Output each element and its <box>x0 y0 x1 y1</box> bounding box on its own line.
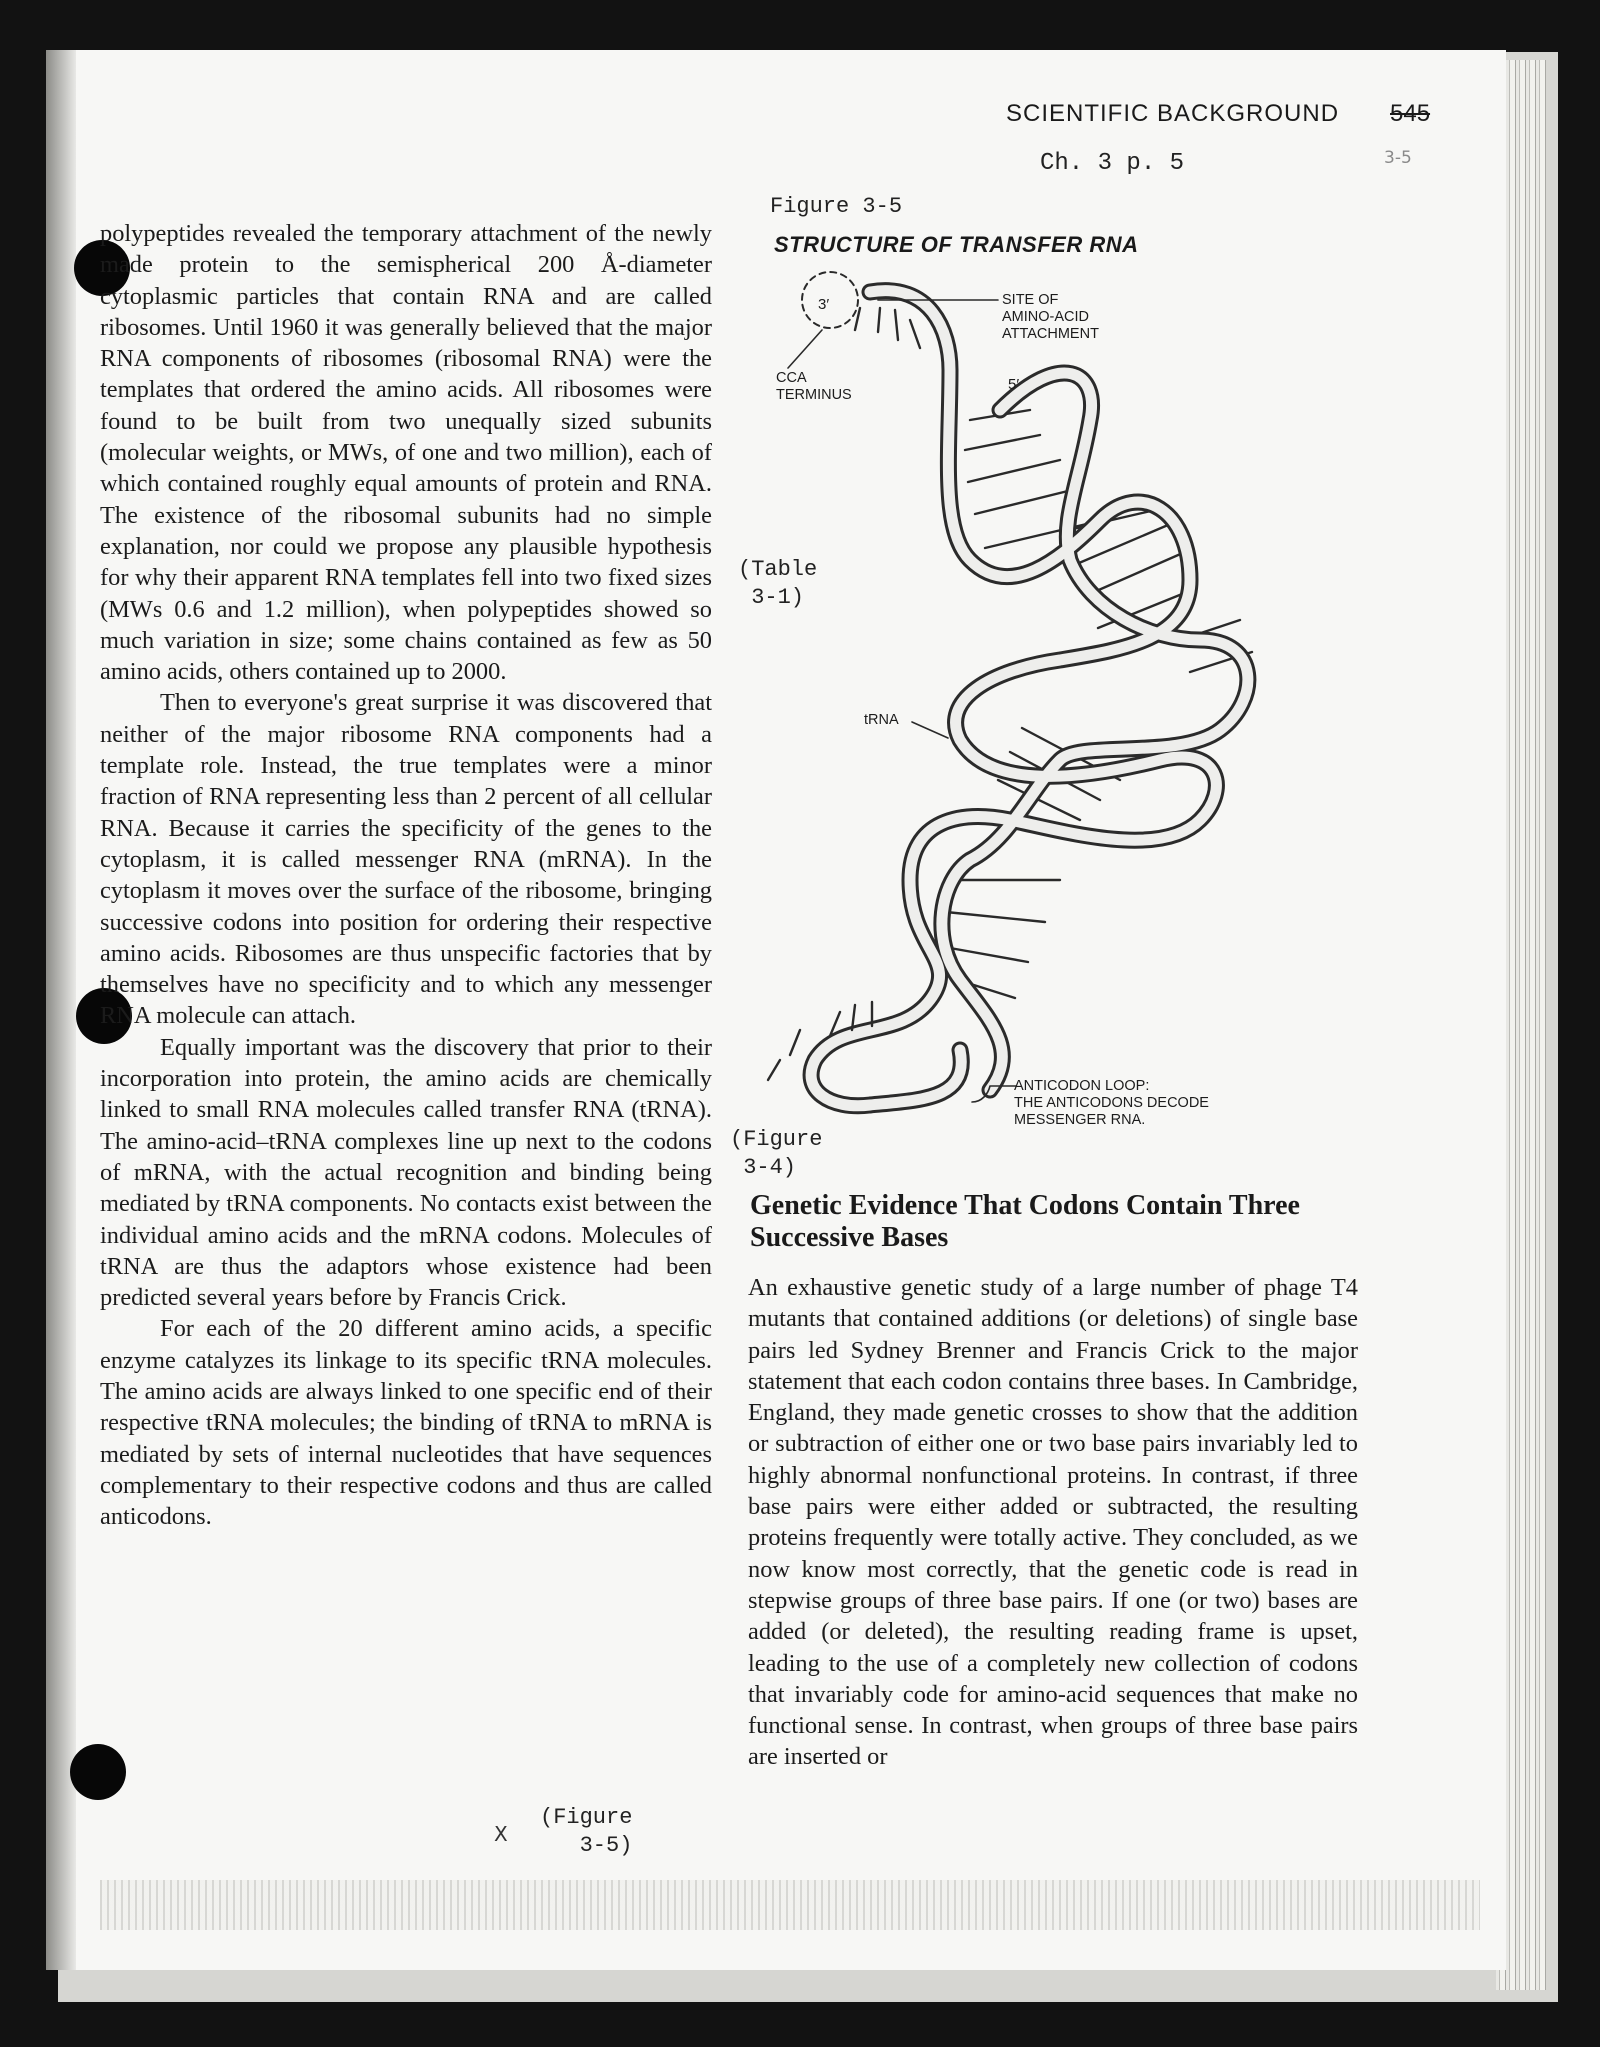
right-text-column <box>748 1272 1358 1773</box>
cca-leader-line <box>788 330 822 368</box>
trna-leader-line <box>912 722 948 738</box>
label-three-prime: 3′ <box>818 296 830 313</box>
margin-note-figure-3-4: (Figure 3-4) <box>730 1127 823 1180</box>
margin-note-table: (Table 3-1) <box>738 557 818 610</box>
cca-terminus-circle <box>802 272 858 328</box>
chapter-reference: Ch. 3 p. 5 <box>1040 150 1185 177</box>
pencil-page-note: 3-5 <box>1384 148 1412 168</box>
page-edge-shadow <box>46 50 76 1970</box>
left-text-column <box>100 218 712 1532</box>
section-heading: Genetic Evidence That Codons Contain Three Successive Bases <box>750 1190 1300 1253</box>
paragraph-messenger-rna: Then to everyone's great surprise it was discovered that neither of the major ribosome RNA components had a template role. Instead, the true templates were a minor fraction of RNA representing less than 2 percent of all cellular RNA. Because it carries the specificity of the genes to the cytoplasm, it is called messenger RNA (mRNA). In the cytoplasm it moves over the surface of the ribosome, bringing successive codons into position for ordering their respective amino acids. Ribosomes are thus unspecific factories that by themselves have no specificity and to which any messenger RNA molecule can attach. <box>100 689 712 1030</box>
backbone-outline <box>811 291 1248 1106</box>
label-trna: tRNA <box>864 712 899 728</box>
page-bottom-edge <box>100 1880 1480 1930</box>
handwritten-x-mark: X <box>494 1822 508 1846</box>
base-pair-rungs <box>946 410 1252 998</box>
running-head: SCIENTIFIC BACKGROUND <box>1006 100 1340 127</box>
figure-label: Figure 3-5 <box>770 194 903 219</box>
base-stubs <box>768 308 920 1080</box>
paragraph-genetic-evidence: An exhaustive genetic study of a large number of phage T4 mutants that contained additions (or deletions) of single base pairs led Sydney Brenner and Francis Crick to the major statement that each codon contains three bases. In Cambridge, England, they made genetic crosses to show that the addition or subtraction of either one or two base pairs invariably led to highly abnormal nonfunctional proteins. In contrast, if three base pairs were either added or subtracted, the resulting proteins frequently were totally active. They concluded, as we now know most correctly, that the genetic code is read in stepwise groups of three base pairs. If one (or two) bases are added (or deleted), the resulting reading frame is upset, leading to the use of a completely new collection of codons that invariably code for amino-acid sequences that make no functional sense. In contrast, when groups of three base pairs are inserted or <box>748 1274 1358 1771</box>
margin-note-figure-3-5: (Figure 3-5) <box>540 1805 633 1858</box>
label-anticodon-loop: ANTICODON LOOP: THE ANTICODONS DECODE MESSENGER RNA. <box>1014 1078 1209 1128</box>
figure-title: STRUCTURE OF TRANSFER RNA <box>774 232 1139 257</box>
page-number <box>1390 100 1430 128</box>
paragraph-ribosomes: polypeptides revealed the temporary attachment of the newly made protein to the semispherical 200 Å-diameter cytoplasmic particles that contain RNA and are called ribosomes. Until 1960 it was generally believed that the major RNA components of ribosomes (ribosomal RNA) were the templates that ordered the amino acids. All ribosomes were found to be built from two unequally sized subunits (molecular weights, or MWs, of one and two million), each of which contained roughly equal amounts of protein and RNA. The existence of the ribosomal subunits had no simple explanation, nor could we propose any plausible hypothesis for why their apparent RNA templates fell into two fixed sizes (MWs 0.6 and 1.2 million), when polypeptides showed so much variation in size; some chains contained as few as 50 amino acids, others contained up to 2000. <box>100 220 712 686</box>
label-cca-terminus: CCA TERMINUS <box>776 370 852 403</box>
label-five-prime: 5′ <box>1008 376 1020 393</box>
label-site-of-attachment: SITE OF AMINO-ACID ATTACHMENT <box>1002 292 1099 342</box>
punch-hole-bottom <box>70 1744 126 1800</box>
backbone-fill <box>811 291 1248 1106</box>
page-number-value: 545 <box>1390 100 1431 127</box>
paragraph-transfer-rna: Equally important was the discovery that prior to their incorporation into protein, the amino acids are chemically linked to small RNA molecules called transfer RNA (tRNA). The amino-acid–tRNA complexes line up next to the codons of mRNA, with the actual recognition and binding being mediated by tRNA components. No contacts exist between the individual amino acids and the mRNA codons. Molecules of tRNA are thus the adaptors whose existence had been predicted several years before by Francis Crick. <box>100 1033 712 1312</box>
paragraph-anticodons: For each of the 20 different amino acids, a specific enzyme catalyzes its linkage to its specific tRNA molecules. The amino acids are always linked to one specific end of their respective tRNA molecules; the binding of tRNA to mRNA is mediated by sets of internal nucleotides that have sequences complementary to their respective codons and thus are called anticodons. <box>100 1315 712 1531</box>
